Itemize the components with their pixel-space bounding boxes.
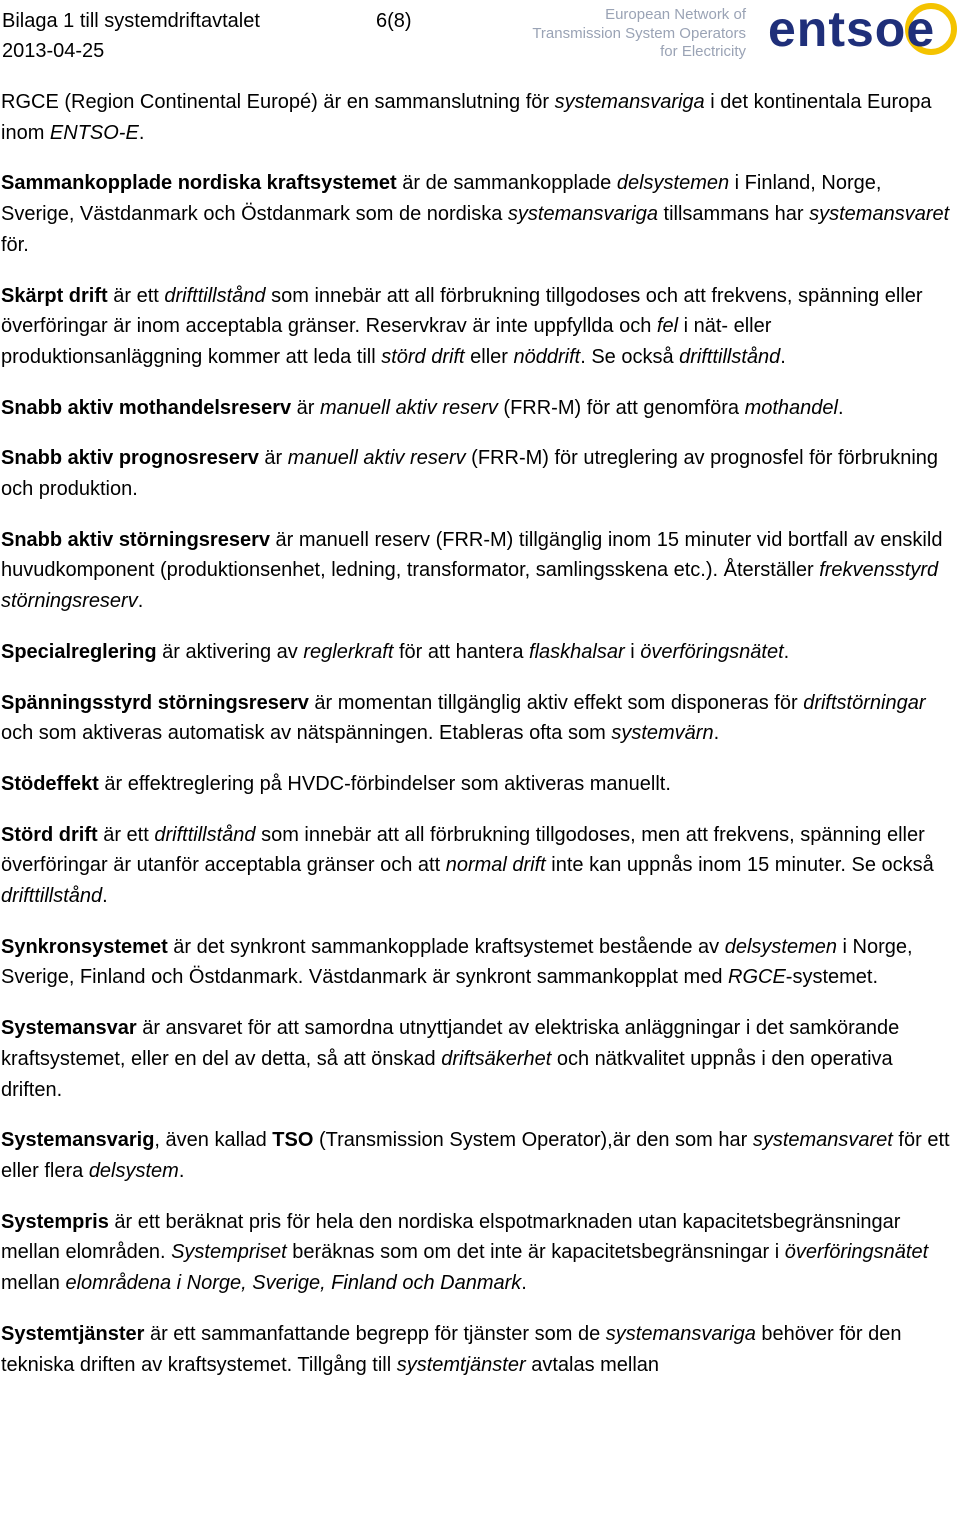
definition-text: . bbox=[521, 1272, 527, 1295]
definition-text: avtalas mellan bbox=[525, 1353, 660, 1376]
definition-paragraph bbox=[0, 1125, 958, 1186]
term-reference: överföringsnätet bbox=[784, 1241, 929, 1264]
term: Spänningsstyrd störningsreserv bbox=[1, 691, 309, 714]
definition-text: inte kan uppnås inom 15 minuter. Se också bbox=[545, 854, 934, 877]
term-reference: driftsäkerhet bbox=[441, 1047, 552, 1070]
definition-text: mellan bbox=[1, 1272, 66, 1295]
term-reference: frekvensstyrd störningsreserv bbox=[1, 559, 939, 613]
definition-text: är bbox=[291, 396, 321, 419]
definition-text: som innebär att all förbrukning tillgodoses, men att frekvens, spänning eller överföringar är utanför acceptabla gränser och att bbox=[1, 823, 925, 877]
definition-paragraph bbox=[0, 637, 958, 668]
term-reference: driftstörningar bbox=[803, 691, 926, 714]
organization-name-line2: Transmission System Operators bbox=[532, 24, 746, 42]
definition-text: i bbox=[624, 640, 641, 663]
definition-text: i Finland, Norge, Sverige, Västdanmark och Östdanmark som de nordiska bbox=[1, 172, 882, 226]
term-reference: systemvärn bbox=[611, 722, 714, 745]
term: Stödeffekt bbox=[1, 772, 99, 795]
definition-text: är aktivering av bbox=[156, 640, 304, 663]
term-reference: flaskhalsar bbox=[529, 640, 625, 663]
definition-text: för ett eller flera bbox=[1, 1129, 950, 1182]
term-reference: delsystemen bbox=[724, 935, 837, 958]
definition-paragraph bbox=[0, 1013, 958, 1105]
term-reference: systemansvariga bbox=[507, 203, 658, 226]
definition-paragraph bbox=[0, 168, 958, 260]
term-reference: nöddrift bbox=[513, 345, 581, 368]
definition-text: är ett sammanfattande begrepp för tjänster som de bbox=[144, 1322, 606, 1345]
definition-text: . bbox=[713, 722, 720, 745]
definition-paragraph bbox=[0, 281, 958, 373]
document-date: 2013-04-25 bbox=[2, 40, 105, 62]
organization-name bbox=[520, 6, 746, 62]
term: Snabb aktiv mothandelsreserv bbox=[1, 396, 292, 419]
definition-paragraph bbox=[0, 769, 958, 800]
definition-text: för att hantera bbox=[393, 640, 530, 663]
term: Systemansvar bbox=[1, 1017, 137, 1040]
definition-paragraph bbox=[0, 525, 958, 617]
definition-text: . bbox=[102, 885, 108, 908]
term: TSO bbox=[272, 1129, 314, 1152]
term-reference: delsystem bbox=[88, 1159, 179, 1182]
term-reference: störd drift bbox=[381, 345, 465, 368]
term: Specialreglering bbox=[1, 640, 157, 663]
definition-text: och som aktiveras automatisk av nätspänningen. Etableras ofta som bbox=[1, 722, 612, 745]
definition-text: är bbox=[258, 447, 288, 470]
term: Sammankopplade nordiska kraftsystemet bbox=[1, 172, 397, 195]
term-reference: manuell aktiv reserv bbox=[287, 447, 466, 470]
page-header bbox=[0, 0, 960, 80]
term-reference: ENTSO-E bbox=[49, 121, 139, 144]
document-body bbox=[0, 87, 958, 1400]
definition-text: är ansvaret för att samordna utnyttjandet av elektriska anläggningar i det samkörande kraftsystemet, eller en del av detta, så att önskad bbox=[1, 1017, 900, 1070]
definition-text: eller bbox=[464, 345, 514, 368]
term-reference: mothandel bbox=[744, 396, 838, 419]
term-reference: drifttillstånd bbox=[1, 885, 103, 908]
term-reference: drifttillstånd bbox=[679, 345, 781, 368]
definition-text: är de sammankopplade bbox=[396, 172, 617, 195]
definition-paragraph bbox=[0, 443, 958, 504]
definition-paragraph bbox=[0, 688, 958, 749]
definition-text: , även kallad bbox=[154, 1129, 273, 1152]
definition-text: är momentan tillgänglig aktiv effekt som disponeras för bbox=[308, 691, 804, 714]
definition-text: behöver för den tekniska driften av kraftsystemet. Tillgång till bbox=[1, 1322, 902, 1376]
definition-text: och nätkvalitet uppnås i den operativa driften. bbox=[1, 1047, 893, 1101]
term-reference: reglerkraft bbox=[303, 640, 394, 663]
term-reference: drifttillstånd bbox=[164, 284, 266, 307]
term: Systemansvarig bbox=[1, 1129, 155, 1152]
definition-text: är ett beräknat pris för hela den nordiska elspotmarknaden utan kapacitetsbegränsningar mellan elområden. bbox=[1, 1210, 901, 1264]
definition-text: är ett bbox=[107, 284, 165, 307]
term-reference: manuell aktiv reserv bbox=[320, 396, 498, 419]
definition-text: . bbox=[783, 640, 790, 663]
term: Systemtjänster bbox=[1, 1322, 145, 1345]
definition-text: tillsammans har bbox=[657, 203, 810, 226]
definition-text: . bbox=[137, 590, 144, 613]
entsoe-logo-wordmark: entsoe bbox=[768, 1, 936, 57]
term: Synkronsystemet bbox=[1, 935, 168, 958]
definition-text: för. bbox=[1, 233, 29, 256]
definition-text: (FRR-M) för att genomföra bbox=[497, 396, 745, 419]
definition-paragraph bbox=[0, 1207, 958, 1299]
definition-text: i det kontinentala Europa inom bbox=[1, 91, 932, 144]
definition-text: i Norge, Sverige, Finland och Östdanmark. Västdanmark är synkront sammankopplat med bbox=[1, 935, 913, 989]
term-reference: överföringsnätet bbox=[640, 640, 784, 663]
definition-paragraph bbox=[0, 932, 958, 993]
definition-text: -systemet. bbox=[785, 966, 879, 989]
term-reference: elområdena i Norge, Sverige, Finland och Danmark bbox=[65, 1272, 522, 1295]
term-reference: RGCE bbox=[728, 966, 786, 989]
definition-text: . bbox=[138, 121, 145, 144]
term: Skärpt drift bbox=[1, 284, 108, 307]
term: Störd drift bbox=[1, 823, 98, 846]
definition-text: är det synkront sammankopplade kraftsystemet bestående av bbox=[167, 935, 725, 958]
term-reference: drifttillstånd bbox=[154, 823, 256, 846]
organization-name-line3: for Electricity bbox=[660, 43, 746, 60]
definition-text: . bbox=[780, 345, 786, 368]
page-number: 6(8) bbox=[376, 10, 412, 32]
term-reference: systemansvaret bbox=[752, 1129, 893, 1152]
definition-text: . Se också bbox=[580, 345, 680, 368]
definition-text: är ett bbox=[97, 823, 155, 846]
definition-text: är effektreglering på HVDC-förbindelser som aktiveras manuellt. bbox=[98, 772, 671, 795]
definition-text: som innebär att all förbrukning tillgodoses och att frekvens, spänning eller överföringar är inom acceptabla gränser. Reservkrav är inte uppfyllda och bbox=[1, 284, 923, 338]
definition-paragraph bbox=[0, 1319, 958, 1380]
term-reference: delsystemen bbox=[616, 172, 730, 195]
term-reference: Systempriset bbox=[171, 1241, 287, 1264]
definition-paragraph bbox=[0, 393, 958, 424]
term-reference: normal drift bbox=[445, 854, 546, 877]
definition-text: beräknas som om det inte är kapacitetsbegränsningar i bbox=[286, 1241, 785, 1264]
term: Snabb aktiv störningsreserv bbox=[1, 528, 270, 551]
entsoe-logo bbox=[766, 0, 960, 60]
term: Systempris bbox=[1, 1210, 109, 1233]
definition-text: . bbox=[178, 1159, 185, 1182]
term-reference: fel bbox=[656, 315, 679, 338]
definition-paragraph bbox=[0, 820, 958, 912]
definition-text: . bbox=[837, 396, 844, 419]
definition-text: är manuell reserv (FRR-M) tillgänglig inom 15 minuter vid bortfall av enskild huvudkomponent (produktionsenhet, ledning, transformator, samlingsskena etc.). Återställer bbox=[1, 528, 943, 582]
term-reference: systemansvaret bbox=[809, 203, 950, 226]
term-reference: systemansvariga bbox=[605, 1322, 756, 1345]
term-reference: systemansvariga bbox=[554, 91, 705, 113]
term-reference: systemtjänster bbox=[396, 1353, 526, 1376]
document-title: Bilaga 1 till systemdriftavtalet bbox=[2, 10, 260, 32]
definition-paragraph bbox=[0, 87, 958, 148]
definition-text: i nät- eller produktionsanläggning kommer att leda till bbox=[1, 315, 772, 368]
definition-text: (Transmission System Operator),är den som har bbox=[313, 1129, 753, 1152]
term: Snabb aktiv prognosreserv bbox=[1, 447, 259, 470]
definition-text: RGCE (Region Continental Europé) är en sammanslutning för bbox=[1, 91, 555, 113]
definition-text: (FRR-M) för utreglering av prognosfel för förbrukning och produktion. bbox=[1, 447, 939, 501]
organization-name-line1: European Network of bbox=[605, 6, 746, 23]
